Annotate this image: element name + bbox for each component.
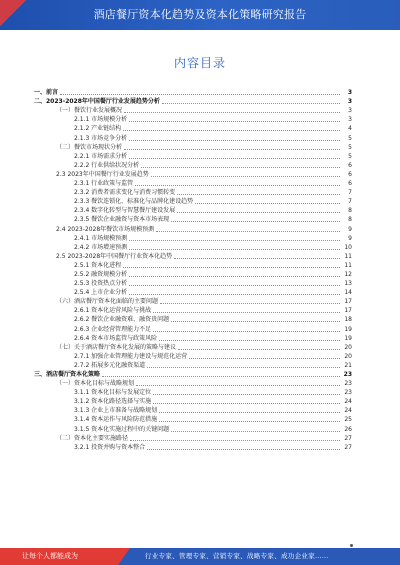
toc-entry[interactable] (34, 178, 352, 187)
toc-entry-title: 2.6.4 资本市场监管与政策风险 (74, 334, 158, 342)
toc-entry[interactable] (34, 351, 352, 360)
toc-dot-leader (195, 203, 340, 204)
toc-entry-title: 2.6.2 餐饮企业融资难、融资贵问题 (74, 316, 170, 324)
toc-entry-page: 23 (344, 380, 352, 388)
toc-entry[interactable] (34, 96, 352, 105)
toc-entry-page: 9 (348, 225, 352, 233)
toc-entry[interactable] (34, 105, 352, 114)
toc-entry-title: 2.3.3 餐饮连锁化、标准化与品牌化建设趋势 (74, 198, 194, 206)
toc-dot-leader (124, 149, 340, 150)
toc-entry-title: 2.6.3 企业经营管理能力不足 (74, 325, 152, 333)
toc-dot-leader (174, 258, 340, 259)
toc-entry-title: 2.1.2 产业链结构 (74, 125, 122, 133)
toc-dot-leader (123, 130, 340, 131)
toc-entry-title: 三、酒店餐厅资本化策略 (34, 371, 101, 378)
toc-entry-title: 2.6.1 资本化运营风险与挑战 (74, 307, 152, 315)
toc-entry[interactable] (34, 214, 352, 223)
toc-entry-title: 3.1.5 资本化实施过程中的关键问题 (74, 425, 170, 433)
toc-entry-page: 25 (344, 416, 352, 424)
toc-entry[interactable] (34, 233, 352, 242)
toc-entry-page: 19 (344, 325, 352, 333)
toc-entry-title: 2.4 2023-2028年餐饮市场规模预测 (56, 225, 155, 233)
report-title: 酒店餐厅资本化趋势及资本化策略研究报告 (93, 8, 307, 21)
toc-dot-leader (177, 194, 340, 195)
toc-entry-title: （二）餐饮市场现状分析 (56, 143, 123, 151)
toc-entry-page: 23 (344, 389, 352, 397)
toc-entry-page: 24 (344, 407, 352, 415)
toc-entry-page: 8 (348, 207, 352, 215)
toc-entry[interactable] (34, 169, 352, 178)
toc-entry-page: 24 (344, 398, 352, 406)
toc-entry-title: 2.1.1 市场规模分析 (74, 116, 128, 124)
toc-dot-leader (171, 221, 340, 222)
toc-dot-leader (147, 367, 340, 368)
toc-entry-page: 27 (344, 434, 352, 442)
toc-dot-leader (177, 212, 340, 213)
toc-entry-title: 一、前言 (34, 89, 59, 97)
toc-entry-title: （七）关于酒店餐厅资本化发展的策略与建议 (56, 343, 177, 351)
toc-entry[interactable] (34, 187, 352, 196)
toc-entry-title: 2.4.2 市场增速预测 (74, 243, 128, 251)
toc-entry-title: 2.5.1 资本化进程 (74, 261, 122, 269)
toc-dot-leader (171, 321, 340, 322)
toc-heading: 内容目录 (173, 56, 226, 70)
toc-dot-leader (129, 249, 340, 250)
toc-entry-page: 27 (344, 443, 352, 451)
toc-entry-page: 7 (348, 189, 352, 197)
toc-entry-title: 2.1.3 市场竞争分析 (74, 134, 128, 142)
toc-entry-title: 2.5 2023-2028年中国餐厅行业资本化趋势 (56, 252, 173, 260)
toc-entry-title: 2.3.4 数字化转型与智慧餐厅建设发展 (74, 207, 176, 215)
toc-dot-leader (153, 331, 340, 332)
toc-entry-title: 2.4.1 市场规模预测 (74, 234, 128, 242)
toc-entry-title: （一）资本化目标与战略规划 (56, 380, 135, 388)
toc-entry[interactable] (34, 260, 352, 269)
toc-entry[interactable] (34, 287, 352, 296)
footer-banner (0, 548, 400, 565)
toc-entry-page: 17 (344, 307, 352, 315)
toc-entry-title: （一）餐饮行业发展概况 (56, 107, 123, 115)
toc-entry-title: 3.1.1 资本化目标与发展定位 (74, 389, 152, 397)
toc-dot-leader (60, 94, 340, 95)
toc-entry[interactable] (34, 87, 352, 96)
toc-entry-page: 8 (348, 216, 352, 224)
toc-entry[interactable] (34, 378, 352, 387)
toc-dot-leader (129, 140, 340, 141)
toc-entry-title: 2.5.4 上市企业分析 (74, 289, 128, 297)
toc-entry-page: 3 (348, 116, 352, 124)
toc-entry-title: 二、2023-2028年中国餐厅行业发展趋势分析 (34, 98, 160, 106)
toc-entry-page: 17 (344, 298, 352, 306)
toc-entry-title: 2.5.3 投资热点分析 (74, 280, 128, 288)
toc-entry[interactable] (34, 196, 352, 205)
toc-entry[interactable] (34, 251, 352, 260)
toc-entry-title: 3.1.2 资本化路径选择与实施 (74, 398, 152, 406)
toc-entry-title: 2.3 2023年中国餐厅行业发展趋势 (56, 170, 149, 178)
toc-dot-leader (153, 394, 340, 395)
toc-entry-page: 18 (344, 316, 352, 324)
toc-entry-title: 2.2.1 市场需求分析 (74, 152, 128, 160)
toc-dot-leader (129, 240, 340, 241)
toc-entry-page: 26 (344, 425, 352, 433)
toc-entry-title: 3.2.1 投资并购与资本整合 (74, 443, 146, 451)
toc-entry-title: （二）资本化主要实施路径 (56, 434, 129, 442)
toc-entry-page: 10 (344, 243, 352, 251)
toc-entry-title: 2.7.1 加强企业管理能力建设与规范化运营 (74, 352, 188, 360)
toc-entry[interactable] (34, 396, 352, 405)
toc-entry[interactable] (34, 132, 352, 141)
toc-entry-page: 7 (348, 198, 352, 206)
toc-entry-page: 4 (348, 125, 352, 133)
toc-dot-leader (159, 340, 340, 341)
toc-entry-page: 20 (344, 352, 352, 360)
toc-entry[interactable] (34, 278, 352, 287)
toc-entry-title: 2.2.2 行业供给状况分析 (74, 161, 140, 169)
toc-entry-title: 2.3.2 消费者需求变化与消费习惯转变 (74, 189, 176, 197)
toc-dot-leader (159, 421, 340, 422)
toc-entry[interactable] (34, 423, 352, 432)
toc-dot-leader (124, 112, 340, 113)
toc-dot-leader (130, 440, 340, 441)
toc-entry[interactable] (34, 142, 352, 151)
toc-entry-page: 6 (348, 161, 352, 169)
toc-dot-leader (136, 385, 340, 386)
toc-entry[interactable] (34, 123, 352, 132)
toc-entry-page: 14 (344, 289, 352, 297)
toc-dot-leader (129, 294, 340, 295)
toc-dot-leader (129, 158, 340, 159)
toc-dot-leader (129, 285, 340, 286)
toc-entry-title: 2.7.2 拓展多元化融资渠道 (74, 361, 146, 369)
toc-entry-title: 2.3.1 行业政策与监管 (74, 180, 134, 188)
toc-entry[interactable] (34, 223, 352, 232)
toc-dot-leader (129, 276, 340, 277)
toc-entry-page: 20 (344, 343, 352, 351)
toc-entry[interactable] (34, 205, 352, 214)
toc-dot-leader (151, 176, 340, 177)
toc-dot-leader (189, 358, 340, 359)
toc-entry-page: 3 (347, 89, 352, 97)
toc-dot-leader (153, 403, 340, 404)
toc-entry[interactable] (34, 342, 352, 351)
toc-dot-leader (129, 121, 340, 122)
toc-entry[interactable] (34, 433, 352, 442)
toc-entry-page: 23 (343, 371, 352, 378)
toc-dot-leader (141, 167, 340, 168)
toc-entry-title: 3.1.3 企业上市准备与战略规划 (74, 407, 158, 415)
toc-entry-page: 13 (344, 280, 352, 288)
toc-dot-leader (159, 412, 340, 413)
toc-entry[interactable] (34, 114, 352, 123)
toc-entry[interactable] (34, 305, 352, 314)
toc-entry[interactable] (34, 369, 352, 378)
page-marker (350, 544, 353, 547)
toc-entry-page: 12 (344, 270, 352, 278)
toc-entry[interactable] (34, 323, 352, 332)
toc-entry[interactable] (34, 151, 352, 160)
toc-entry[interactable] (34, 242, 352, 251)
footer-slogan-right: 行业专家、管理专家、营销专家、战略专家、成功企业家…… (145, 552, 329, 560)
toc-entry-page: 3 (348, 107, 352, 115)
toc-dot-leader (156, 231, 340, 232)
toc-entry-page: 5 (348, 143, 352, 151)
toc-entry-page: 5 (348, 134, 352, 142)
toc-entry[interactable] (34, 333, 352, 342)
toc-entry[interactable] (34, 360, 352, 369)
toc-entry-page: 19 (344, 334, 352, 342)
toc-entry-page: 5 (348, 152, 352, 160)
toc-entry-page: 11 (344, 261, 352, 269)
toc-dot-leader (147, 449, 340, 450)
toc-entry-title: （六）酒店餐厅资本化面临的主要问题 (56, 298, 159, 306)
footer-slogan-left: 让每个人都能成为 (22, 552, 78, 560)
toc-entry[interactable] (34, 442, 352, 451)
toc-dot-leader (102, 376, 340, 377)
toc-dot-leader (171, 431, 340, 432)
toc-entry-page: 11 (344, 252, 352, 260)
toc-entry[interactable] (34, 387, 352, 396)
table-of-contents (34, 87, 352, 451)
toc-entry[interactable] (34, 296, 352, 305)
toc-dot-leader (123, 267, 340, 268)
toc-dot-leader (153, 312, 340, 313)
toc-dot-leader (178, 349, 340, 350)
header-bar (0, 0, 400, 30)
toc-entry[interactable] (34, 314, 352, 323)
toc-entry-title: 2.5.2 融资规模分析 (74, 270, 128, 278)
toc-entry-page: 6 (348, 170, 352, 178)
toc-entry-title: 3.1.4 资本运作与风险防范措施 (74, 416, 158, 424)
toc-entry[interactable] (34, 269, 352, 278)
toc-dot-leader (160, 303, 340, 304)
toc-entry-page: 9 (348, 234, 352, 242)
toc-entry-title: 2.3.5 餐饮企业融资与资本市场表现 (74, 216, 170, 224)
toc-entry-page: 3 (347, 98, 352, 106)
toc-entry-page: 6 (348, 180, 352, 188)
toc-dot-leader (135, 185, 340, 186)
toc-entry[interactable] (34, 414, 352, 423)
toc-entry-page: 21 (344, 361, 352, 369)
toc-dot-leader (162, 103, 340, 104)
toc-entry[interactable] (34, 405, 352, 414)
toc-entry[interactable] (34, 160, 352, 169)
